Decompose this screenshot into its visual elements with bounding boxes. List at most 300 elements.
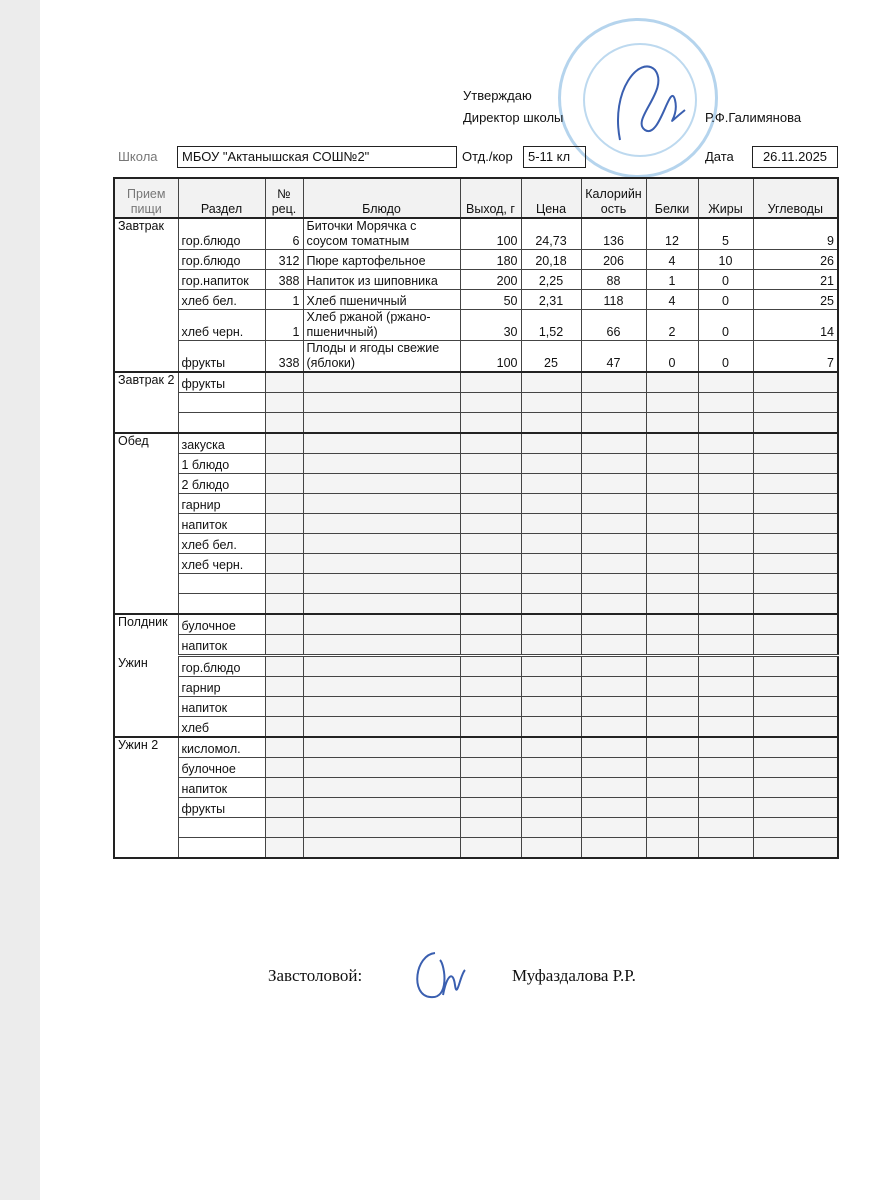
section-cell: напиток bbox=[178, 697, 265, 717]
dish-cell bbox=[303, 393, 460, 413]
meal-cell bbox=[114, 697, 178, 717]
price-cell bbox=[521, 737, 581, 758]
recipe-number-cell bbox=[265, 393, 303, 413]
meal-cell: Ужин 2 bbox=[114, 737, 178, 758]
price-cell bbox=[521, 494, 581, 514]
dish-cell bbox=[303, 534, 460, 554]
col-section: Раздел bbox=[178, 178, 265, 218]
carbs-cell bbox=[753, 758, 838, 778]
dish-cell: Хлеб ржаной (ржано-пшеничный) bbox=[303, 310, 460, 341]
fat-cell bbox=[698, 838, 753, 859]
price-cell: 24,73 bbox=[521, 218, 581, 250]
yield-cell bbox=[460, 574, 521, 594]
price-cell bbox=[521, 838, 581, 859]
fat-cell bbox=[698, 717, 753, 738]
calories-cell bbox=[581, 614, 646, 635]
carbs-cell bbox=[753, 534, 838, 554]
price-cell bbox=[521, 697, 581, 717]
yield-cell bbox=[460, 474, 521, 494]
school-label: Школа bbox=[118, 149, 158, 164]
section-cell: напиток bbox=[178, 514, 265, 534]
carbs-cell bbox=[753, 514, 838, 534]
head-label: Завстоловой: bbox=[268, 966, 363, 985]
table-row bbox=[114, 737, 838, 758]
carbs-cell: 25 bbox=[753, 290, 838, 310]
price-cell bbox=[521, 474, 581, 494]
section-cell: гор.напиток bbox=[178, 270, 265, 290]
yield-cell bbox=[460, 494, 521, 514]
protein-cell bbox=[646, 798, 698, 818]
calories-cell: 47 bbox=[581, 341, 646, 373]
yield-cell bbox=[460, 677, 521, 697]
recipe-number-cell bbox=[265, 758, 303, 778]
fat-cell bbox=[698, 514, 753, 534]
dish-cell bbox=[303, 697, 460, 717]
carbs-cell bbox=[753, 554, 838, 574]
dish-cell: Напиток из шиповника bbox=[303, 270, 460, 290]
price-cell bbox=[521, 818, 581, 838]
protein-cell: 2 bbox=[646, 310, 698, 341]
price-cell bbox=[521, 413, 581, 434]
protein-cell bbox=[646, 818, 698, 838]
table-row bbox=[114, 433, 838, 454]
protein-cell: 4 bbox=[646, 290, 698, 310]
calories-cell bbox=[581, 635, 646, 656]
table-row bbox=[114, 250, 838, 270]
recipe-number-cell bbox=[265, 574, 303, 594]
yield-cell bbox=[460, 454, 521, 474]
section-cell bbox=[178, 574, 265, 594]
recipe-number-cell bbox=[265, 614, 303, 635]
col-dish: Блюдо bbox=[303, 178, 460, 218]
yield-cell: 100 bbox=[460, 218, 521, 250]
meal-cell bbox=[114, 798, 178, 818]
recipe-number-cell bbox=[265, 454, 303, 474]
meal-cell bbox=[114, 290, 178, 310]
price-cell bbox=[521, 778, 581, 798]
protein-cell bbox=[646, 554, 698, 574]
fat-cell: 0 bbox=[698, 310, 753, 341]
carbs-cell bbox=[753, 454, 838, 474]
protein-cell bbox=[646, 474, 698, 494]
protein-cell bbox=[646, 635, 698, 656]
carbs-cell: 26 bbox=[753, 250, 838, 270]
fat-cell bbox=[698, 372, 753, 393]
carbs-cell bbox=[753, 798, 838, 818]
calories-cell bbox=[581, 372, 646, 393]
fat-cell bbox=[698, 393, 753, 413]
recipe-number-cell bbox=[265, 717, 303, 738]
calories-cell bbox=[581, 594, 646, 615]
fat-cell bbox=[698, 818, 753, 838]
recipe-number-cell: 1 bbox=[265, 310, 303, 341]
table-row bbox=[114, 635, 838, 656]
calories-cell bbox=[581, 798, 646, 818]
price-cell bbox=[521, 656, 581, 677]
table-row bbox=[114, 818, 838, 838]
calories-cell bbox=[581, 838, 646, 859]
col-calories: Калорийность bbox=[581, 178, 646, 218]
calories-cell: 66 bbox=[581, 310, 646, 341]
dish-cell bbox=[303, 554, 460, 574]
calories-cell bbox=[581, 554, 646, 574]
section-cell: гор.блюдо bbox=[178, 656, 265, 677]
table-row bbox=[114, 341, 838, 373]
yield-cell bbox=[460, 818, 521, 838]
meal-cell bbox=[114, 250, 178, 270]
price-cell: 25 bbox=[521, 341, 581, 373]
yield-cell bbox=[460, 372, 521, 393]
calories-cell bbox=[581, 717, 646, 738]
carbs-cell: 7 bbox=[753, 341, 838, 373]
recipe-number-cell bbox=[265, 514, 303, 534]
calories-cell bbox=[581, 454, 646, 474]
protein-cell: 0 bbox=[646, 341, 698, 373]
col-protein: Белки bbox=[646, 178, 698, 218]
price-cell: 20,18 bbox=[521, 250, 581, 270]
dish-cell bbox=[303, 838, 460, 859]
dish-cell bbox=[303, 717, 460, 738]
carbs-cell bbox=[753, 574, 838, 594]
fat-cell: 10 bbox=[698, 250, 753, 270]
table-row bbox=[114, 758, 838, 778]
section-cell: фрукты bbox=[178, 798, 265, 818]
yield-cell bbox=[460, 758, 521, 778]
meal-cell bbox=[114, 454, 178, 474]
meal-cell bbox=[114, 341, 178, 373]
yield-cell bbox=[460, 594, 521, 615]
yield-cell bbox=[460, 433, 521, 454]
dish-cell bbox=[303, 454, 460, 474]
meal-cell bbox=[114, 270, 178, 290]
price-cell bbox=[521, 554, 581, 574]
fat-cell bbox=[698, 494, 753, 514]
meal-cell bbox=[114, 310, 178, 341]
fat-cell: 0 bbox=[698, 270, 753, 290]
meal-cell bbox=[114, 778, 178, 798]
carbs-cell bbox=[753, 393, 838, 413]
head-name: Муфаздалова Р.Р. bbox=[512, 966, 636, 985]
carbs-cell bbox=[753, 594, 838, 615]
fat-cell bbox=[698, 677, 753, 697]
calories-cell bbox=[581, 818, 646, 838]
protein-cell bbox=[646, 393, 698, 413]
fat-cell: 5 bbox=[698, 218, 753, 250]
table-row bbox=[114, 838, 838, 859]
meal-cell bbox=[114, 514, 178, 534]
section-cell: булочное bbox=[178, 614, 265, 635]
price-cell bbox=[521, 393, 581, 413]
section-cell: закуска bbox=[178, 433, 265, 454]
recipe-number-cell bbox=[265, 656, 303, 677]
section-cell: хлеб черн. bbox=[178, 310, 265, 341]
dish-cell bbox=[303, 474, 460, 494]
table-row bbox=[114, 574, 838, 594]
section-cell: фрукты bbox=[178, 372, 265, 393]
table-row bbox=[114, 474, 838, 494]
fat-cell bbox=[698, 635, 753, 656]
protein-cell bbox=[646, 594, 698, 615]
price-cell bbox=[521, 514, 581, 534]
dish-cell bbox=[303, 433, 460, 454]
table-row bbox=[114, 534, 838, 554]
recipe-number-cell bbox=[265, 677, 303, 697]
section-cell bbox=[178, 413, 265, 434]
scan-margin bbox=[0, 0, 40, 1200]
price-cell bbox=[521, 758, 581, 778]
table-row bbox=[114, 798, 838, 818]
carbs-cell bbox=[753, 474, 838, 494]
yield-cell bbox=[460, 717, 521, 738]
recipe-number-cell bbox=[265, 798, 303, 818]
table-row bbox=[114, 290, 838, 310]
protein-cell bbox=[646, 514, 698, 534]
protein-cell: 1 bbox=[646, 270, 698, 290]
protein-cell bbox=[646, 677, 698, 697]
table-row bbox=[114, 218, 838, 250]
yield-cell: 200 bbox=[460, 270, 521, 290]
fat-cell bbox=[698, 534, 753, 554]
fat-cell bbox=[698, 614, 753, 635]
fat-cell bbox=[698, 697, 753, 717]
yield-cell bbox=[460, 778, 521, 798]
yield-cell bbox=[460, 614, 521, 635]
head-signature bbox=[405, 945, 475, 1005]
recipe-number-cell bbox=[265, 554, 303, 574]
director-label: Директор школы bbox=[463, 110, 564, 125]
date-field: 26.11.2025 bbox=[752, 146, 838, 168]
section-cell: булочное bbox=[178, 758, 265, 778]
calories-cell bbox=[581, 697, 646, 717]
calories-cell bbox=[581, 778, 646, 798]
yield-cell bbox=[460, 393, 521, 413]
fat-cell bbox=[698, 554, 753, 574]
protein-cell bbox=[646, 717, 698, 738]
fat-cell bbox=[698, 737, 753, 758]
dish-cell bbox=[303, 798, 460, 818]
dish-cell bbox=[303, 635, 460, 656]
yield-cell bbox=[460, 737, 521, 758]
protein-cell bbox=[646, 454, 698, 474]
dish-cell bbox=[303, 778, 460, 798]
calories-cell: 88 bbox=[581, 270, 646, 290]
dept-field: 5-11 кл bbox=[523, 146, 586, 168]
price-cell: 2,31 bbox=[521, 290, 581, 310]
dish-cell bbox=[303, 413, 460, 434]
section-cell bbox=[178, 838, 265, 859]
meal-cell: Завтрак bbox=[114, 218, 178, 250]
fat-cell bbox=[698, 454, 753, 474]
calories-cell: 136 bbox=[581, 218, 646, 250]
fat-cell bbox=[698, 656, 753, 677]
table-row bbox=[114, 697, 838, 717]
section-cell: 2 блюдо bbox=[178, 474, 265, 494]
col-meal: Прием пищи bbox=[114, 178, 178, 218]
protein-cell bbox=[646, 534, 698, 554]
meal-cell bbox=[114, 635, 178, 656]
table-row bbox=[114, 372, 838, 393]
section-cell: хлеб bbox=[178, 717, 265, 738]
fat-cell bbox=[698, 798, 753, 818]
table-row bbox=[114, 454, 838, 474]
protein-cell bbox=[646, 758, 698, 778]
section-cell: гор.блюдо bbox=[178, 250, 265, 270]
fat-cell: 0 bbox=[698, 341, 753, 373]
table-row bbox=[114, 717, 838, 738]
fat-cell bbox=[698, 474, 753, 494]
recipe-number-cell: 338 bbox=[265, 341, 303, 373]
dish-cell bbox=[303, 677, 460, 697]
carbs-cell bbox=[753, 737, 838, 758]
yield-cell bbox=[460, 413, 521, 434]
recipe-number-cell bbox=[265, 594, 303, 615]
school-field: МБОУ "Актанышская СОШ№2" bbox=[177, 146, 457, 168]
meal-cell bbox=[114, 717, 178, 738]
recipe-number-cell bbox=[265, 534, 303, 554]
price-cell bbox=[521, 594, 581, 615]
section-cell: гор.блюдо bbox=[178, 218, 265, 250]
fat-cell bbox=[698, 594, 753, 615]
protein-cell bbox=[646, 413, 698, 434]
carbs-cell bbox=[753, 656, 838, 677]
meal-cell bbox=[114, 677, 178, 697]
dish-cell bbox=[303, 656, 460, 677]
calories-cell bbox=[581, 758, 646, 778]
carbs-cell bbox=[753, 838, 838, 859]
menu-table bbox=[113, 177, 839, 859]
yield-cell: 50 bbox=[460, 290, 521, 310]
section-cell: кисломол. bbox=[178, 737, 265, 758]
yield-cell bbox=[460, 798, 521, 818]
section-cell: хлеб бел. bbox=[178, 534, 265, 554]
date-label: Дата bbox=[705, 149, 734, 164]
fat-cell bbox=[698, 574, 753, 594]
section-cell: хлеб черн. bbox=[178, 554, 265, 574]
table-row bbox=[114, 656, 838, 677]
table-row bbox=[114, 554, 838, 574]
yield-cell bbox=[460, 838, 521, 859]
meal-cell bbox=[114, 758, 178, 778]
recipe-number-cell: 1 bbox=[265, 290, 303, 310]
dish-cell bbox=[303, 574, 460, 594]
table-row bbox=[114, 413, 838, 434]
dish-cell bbox=[303, 494, 460, 514]
carbs-cell: 14 bbox=[753, 310, 838, 341]
section-cell: 1 блюдо bbox=[178, 454, 265, 474]
carbs-cell bbox=[753, 778, 838, 798]
protein-cell bbox=[646, 656, 698, 677]
fat-cell bbox=[698, 778, 753, 798]
meal-cell: Ужин bbox=[114, 656, 178, 677]
yield-cell bbox=[460, 534, 521, 554]
dish-cell bbox=[303, 737, 460, 758]
dish-cell: Плоды и ягоды свежие (яблоки) bbox=[303, 341, 460, 373]
meal-cell bbox=[114, 474, 178, 494]
carbs-cell bbox=[753, 677, 838, 697]
price-cell: 2,25 bbox=[521, 270, 581, 290]
carbs-cell bbox=[753, 697, 838, 717]
price-cell bbox=[521, 574, 581, 594]
table-row bbox=[114, 778, 838, 798]
carbs-cell: 9 bbox=[753, 218, 838, 250]
calories-cell bbox=[581, 474, 646, 494]
meal-cell bbox=[114, 838, 178, 859]
recipe-number-cell bbox=[265, 697, 303, 717]
protein-cell bbox=[646, 574, 698, 594]
meal-cell bbox=[114, 574, 178, 594]
calories-cell bbox=[581, 393, 646, 413]
meal-cell bbox=[114, 594, 178, 615]
recipe-number-cell bbox=[265, 778, 303, 798]
fat-cell bbox=[698, 433, 753, 454]
recipe-number-cell: 6 bbox=[265, 218, 303, 250]
section-cell: гарнир bbox=[178, 494, 265, 514]
price-cell bbox=[521, 433, 581, 454]
recipe-number-cell bbox=[265, 838, 303, 859]
protein-cell bbox=[646, 372, 698, 393]
yield-cell bbox=[460, 635, 521, 656]
protein-cell bbox=[646, 737, 698, 758]
yield-cell bbox=[460, 554, 521, 574]
dish-cell: Пюре картофельное bbox=[303, 250, 460, 270]
protein-cell: 12 bbox=[646, 218, 698, 250]
dish-cell bbox=[303, 372, 460, 393]
dish-cell bbox=[303, 614, 460, 635]
table-row bbox=[114, 310, 838, 341]
calories-cell bbox=[581, 494, 646, 514]
table-row bbox=[114, 677, 838, 697]
price-cell bbox=[521, 372, 581, 393]
calories-cell: 118 bbox=[581, 290, 646, 310]
calories-cell bbox=[581, 574, 646, 594]
yield-cell bbox=[460, 697, 521, 717]
recipe-number-cell bbox=[265, 635, 303, 656]
recipe-number-cell: 388 bbox=[265, 270, 303, 290]
col-price: Цена bbox=[521, 178, 581, 218]
protein-cell: 4 bbox=[646, 250, 698, 270]
table-row bbox=[114, 270, 838, 290]
fat-cell: 0 bbox=[698, 290, 753, 310]
col-recipe: № рец. bbox=[265, 178, 303, 218]
recipe-number-cell bbox=[265, 818, 303, 838]
protein-cell bbox=[646, 697, 698, 717]
table-header bbox=[114, 178, 838, 218]
carbs-cell bbox=[753, 494, 838, 514]
fat-cell bbox=[698, 413, 753, 434]
col-fat: Жиры bbox=[698, 178, 753, 218]
table-row bbox=[114, 594, 838, 615]
section-cell bbox=[178, 594, 265, 615]
meal-cell bbox=[114, 494, 178, 514]
dish-cell bbox=[303, 514, 460, 534]
dish-cell: Хлеб пшеничный bbox=[303, 290, 460, 310]
approve-label: Утверждаю bbox=[463, 88, 532, 103]
price-cell bbox=[521, 717, 581, 738]
meal-cell bbox=[114, 818, 178, 838]
section-cell: напиток bbox=[178, 778, 265, 798]
price-cell: 1,52 bbox=[521, 310, 581, 341]
yield-cell bbox=[460, 656, 521, 677]
calories-cell bbox=[581, 656, 646, 677]
price-cell bbox=[521, 454, 581, 474]
section-cell: напиток bbox=[178, 635, 265, 656]
price-cell bbox=[521, 677, 581, 697]
meal-cell bbox=[114, 534, 178, 554]
meal-cell bbox=[114, 554, 178, 574]
calories-cell: 206 bbox=[581, 250, 646, 270]
section-cell bbox=[178, 393, 265, 413]
dish-cell bbox=[303, 758, 460, 778]
